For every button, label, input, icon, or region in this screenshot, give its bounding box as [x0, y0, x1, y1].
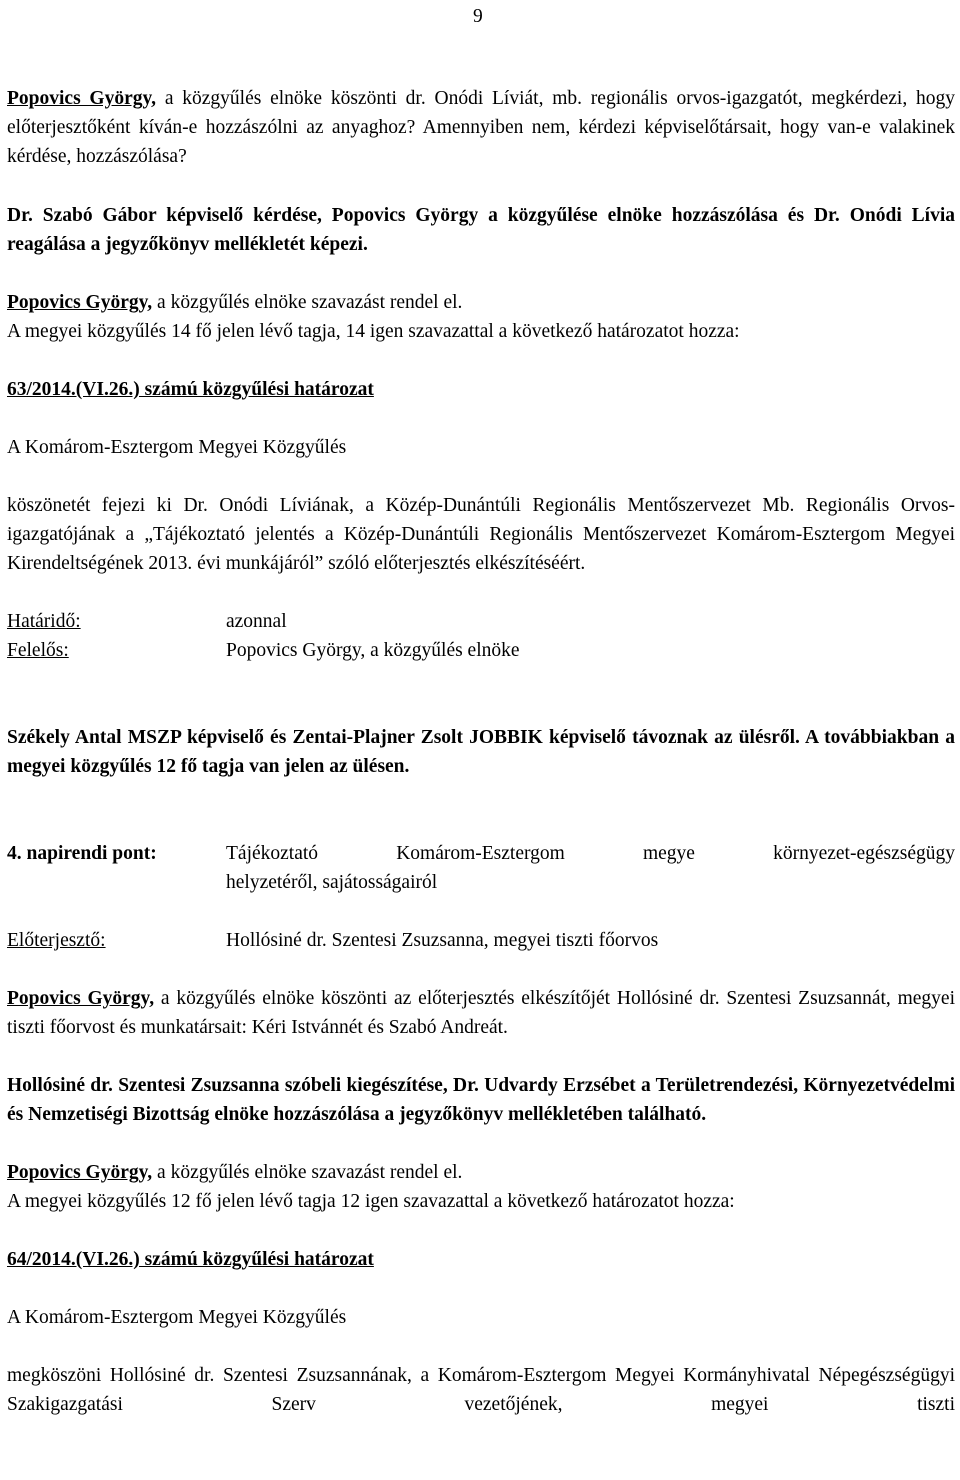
resolution-text: köszönetét fejezi ki Dr. Onódi Líviának, a Közép-Dunántúli Regionális Mentőszervezet Mb. Regionális Orvos-igazgatójának a „Tájékoztató jelentés a Közép-Dunántúli Regionális Mentőszervezet Komárom-Esztergom Megyei Kirendeltségének 2013. évi munkájáról” szóló előterjesztés elkészítéséért.	[7, 495, 955, 574]
attachment-note: Dr. Szabó Gábor képviselő kérdése, Popovics György a közgyűlése elnöke hozzászólása és Dr. Onódi Lívia reagálása a jegyzőkönyv mellékletét képezi.	[7, 205, 955, 255]
vote-call-text: a közgyűlés elnöke szavazást rendel el.	[152, 292, 463, 313]
vote-call	[7, 288, 955, 317]
responsible-value: Popovics György, a közgyűlés elnöke	[226, 640, 520, 661]
responsible-label: Felelős:	[7, 640, 69, 661]
attachment-note: Hollósiné dr. Szentesi Zsuzsanna szóbeli kiegészítése, Dr. Udvardy Erzsébet a Területrendezési, Környezetvédelmi és Nemzetiségi Bizottság elnöke hozzászólása a jegyzőkönyv mellékletében található.	[7, 1075, 955, 1125]
paragraph-text: a közgyűlés elnöke köszönti az előterjesztés elkészítőjét Hollósiné dr. Szentesi Zsuzsannát, megyei tiszti főorvost és munkatársait: Kéri Istvánnét és Szabó Andreát.	[7, 988, 955, 1038]
deadline-label: Határidő:	[7, 611, 81, 632]
deadline-value: azonnal	[226, 611, 287, 632]
agenda-title-line: Tájékoztató Komárom-Esztergom megye környezet-egészségügy	[226, 843, 955, 864]
vote-call	[7, 1158, 955, 1187]
presenter-row	[7, 926, 955, 955]
speaker-name: Popovics György,	[7, 988, 155, 1009]
vote-result: A megyei közgyűlés 14 fő jelen lévő tagja, 14 igen szavazattal a következő határozatot hozza:	[7, 321, 740, 342]
resolution-number: 63/2014.(VI.26.) számú közgyűlési határozat	[7, 379, 374, 400]
document-body	[7, 84, 955, 1419]
deadline-row	[7, 607, 955, 636]
resolution-number: 64/2014.(VI.26.) számú közgyűlési határozat	[7, 1249, 374, 1270]
speaker-name: Popovics György,	[7, 88, 157, 109]
resolution-body: A Komárom-Esztergom Megyei Közgyűlés	[7, 437, 347, 458]
presenter-value: Hollósiné dr. Szentesi Zsuzsanna, megyei tiszti főorvos	[226, 930, 659, 951]
agenda-title-line: helyzetéről, sajátosságairól	[226, 872, 438, 893]
agenda-item	[7, 839, 955, 897]
page-number: 9	[473, 6, 483, 27]
intro-paragraph	[7, 84, 955, 171]
departure-notice: Székely Antal MSZP képviselő és Zentai-Plajner Zsolt JOBBIK képviselő távoznak az ülésről. A továbbiakban a megyei közgyűlés 12 fő tagja van jelen az ülésen.	[7, 727, 955, 777]
agenda-label: 4. napirendi pont:	[7, 843, 157, 864]
responsible-row	[7, 636, 955, 665]
speaker-name: Popovics György,	[7, 292, 153, 313]
vote-result: A megyei közgyűlés 12 fő jelen lévő tagja 12 igen szavazattal a következő határozatot hozza:	[7, 1191, 735, 1212]
greeting-paragraph	[7, 984, 955, 1042]
vote-call-text: a közgyűlés elnöke szavazást rendel el.	[152, 1162, 463, 1183]
speaker-name: Popovics György,	[7, 1162, 153, 1183]
presenter-label: Előterjesztő:	[7, 930, 106, 951]
resolution-text: megköszöni Hollósiné dr. Szentesi Zsuzsannának, a Komárom-Esztergom Megyei Kormányhivatal Népegészségügyi Szakigazgatási Szerv vezetőjének, megyei tiszti	[7, 1365, 955, 1415]
paragraph-text: a közgyűlés elnöke köszönti dr. Onódi Líviát, mb. regionális orvos-igazgatót, megkérdezi, hogy előterjesztőként kíván-e hozzászólni az anyaghoz? Amennyiben nem, kérdezi képviselőtársait, hogy van-e valakinek kérdése, hozzászólása?	[7, 88, 955, 167]
resolution-body: A Komárom-Esztergom Megyei Közgyűlés	[7, 1307, 347, 1328]
